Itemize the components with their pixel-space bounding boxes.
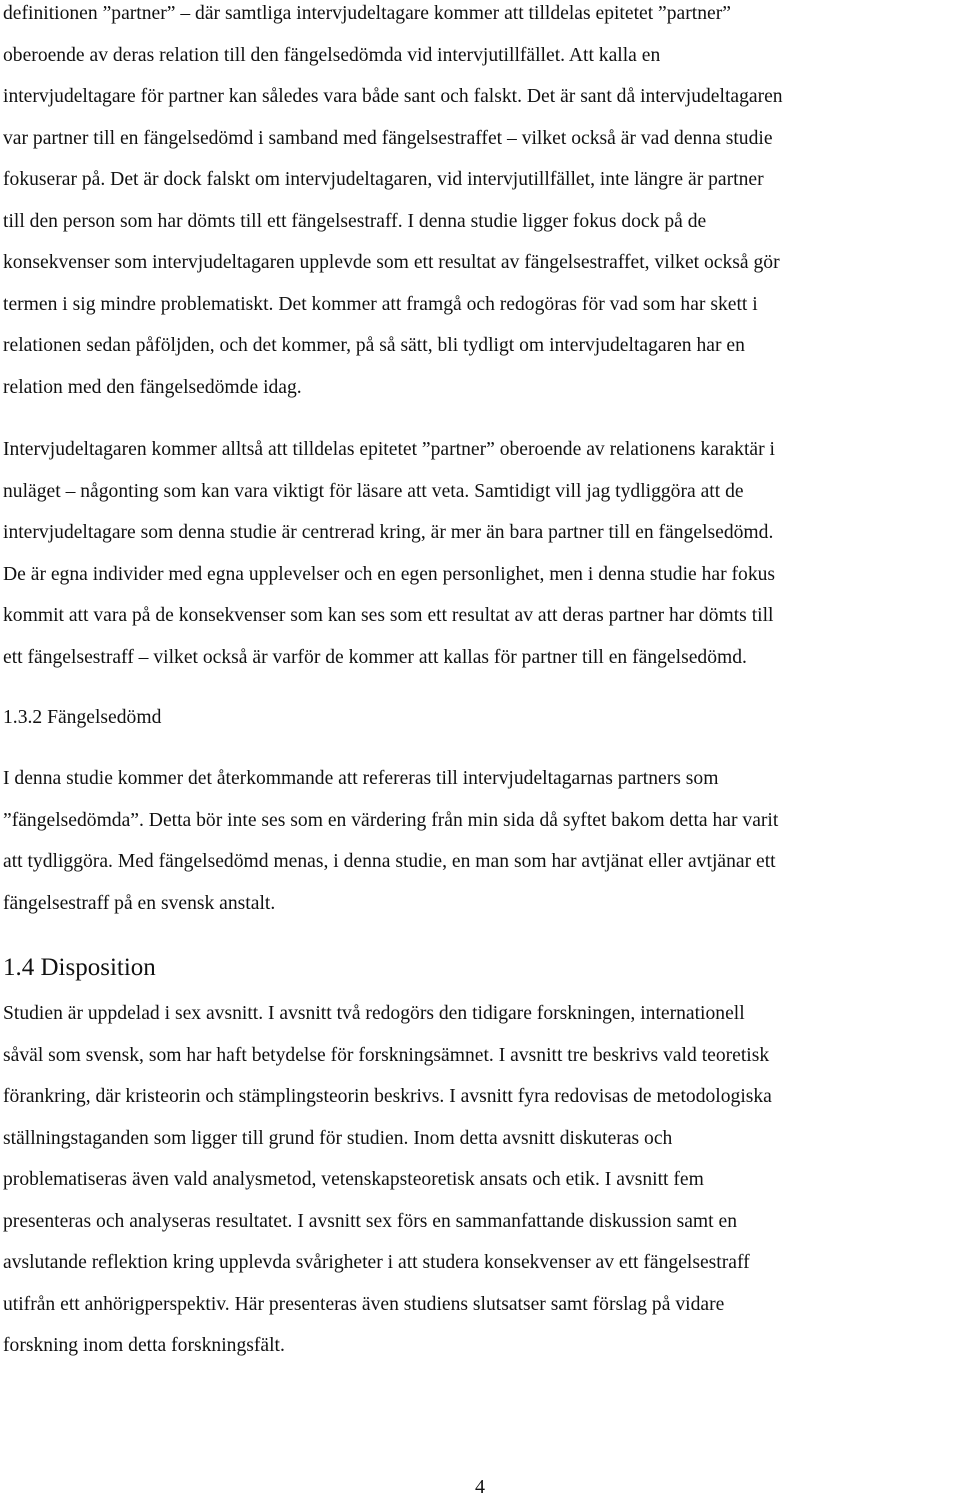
body-paragraph: definitionen ”partner” – där samtliga intervjudeltagare kommer att tilldelas epitetet ”partner” oberoende av deras relation till den fängelsedömda vid intervjutillfället. Att kalla en intervjudeltagare för partner kan således vara både sant och falskt. Det är sant då intervjudeltagaren var partner till en fängelsedömd i samband med fängelsestraffet – vilket också är vad denna studie fokuserar på. Det är dock falskt om intervjudeltagaren, vid intervjutillfället, inte längre är partner till den person som har dömts till ett fängelsestraff. I denna studie ligger fokus dock på de konsekvenser som intervjudeltagaren upplevde som ett resultat av fängelsestraffet, vilket också gör termen i sig mindre problematiskt. Det kommer att framgå och redogöras för vad som har skett i relationen sedan påföljden, och det kommer, på så sätt, bli tydligt om intervjudeltagaren har en relation med den fängelsedömde idag. <box>3 3 783 398</box>
body-paragraph: I denna studie kommer det återkommande att refereras till intervjudeltagarnas partners som ”fängelsedömda”. Detta bör inte ses som en värdering från min sida då syftet bakom detta har varit att tydliggöra. Med fängelsedömd menas, i denna studie, en man som har avtjänat eller avtjänar ett fängelsestraff på en svensk anstalt. <box>3 768 779 914</box>
page-number: 4 <box>475 1476 485 1498</box>
section-heading: 1.4 Disposition <box>3 954 156 981</box>
body-paragraph: Studien är uppdelad i sex avsnitt. I avsnitt två redogörs den tidigare forskningen, internationell såväl som svensk, som har haft betydelse för forskningsämnet. I avsnitt tre beskrivs vald teoretisk förankring, där kristeorin och stämplingsteorin beskrivs. I avsnitt fyra redovisas de metodologiska ställningstaganden som ligger till grund för studien. Inom detta avsnitt diskuteras och problematiseras även vald analysmetod, vetenskapsteoretisk ansats och etik. I avsnitt fem presenteras och analyseras resultatet. I avsnitt sex förs en sammanfattande diskussion samt en avslutande reflektion kring upplevda svårigheter i att studera konsekvenser av ett fängelsestraff utifrån ett anhörigperspektiv. Här presenteras även studiens slutsatser samt förslag på vidare forskning inom detta forskningsfält. <box>3 1003 772 1356</box>
subsection-heading: 1.3.2 Fängelsedömd <box>3 707 162 728</box>
body-paragraph: Intervjudeltagaren kommer alltså att tilldelas epitetet ”partner” oberoende av relationens karaktär i nuläget – någonting som kan vara viktigt för läsare att veta. Samtidigt vill jag tydliggöra att de intervjudeltagare som denna studie är centrerad kring, är mer än bara partner till en fängelsedömd. De är egna individer med egna upplevelser och en egen personlighet, men i denna studie har fokus kommit att vara på de konsekvenser som kan ses som ett resultat av att deras partner har dömts till ett fängelsestraff – vilket också är varför de kommer att kallas för partner till en fängelsedömd. <box>3 439 776 668</box>
